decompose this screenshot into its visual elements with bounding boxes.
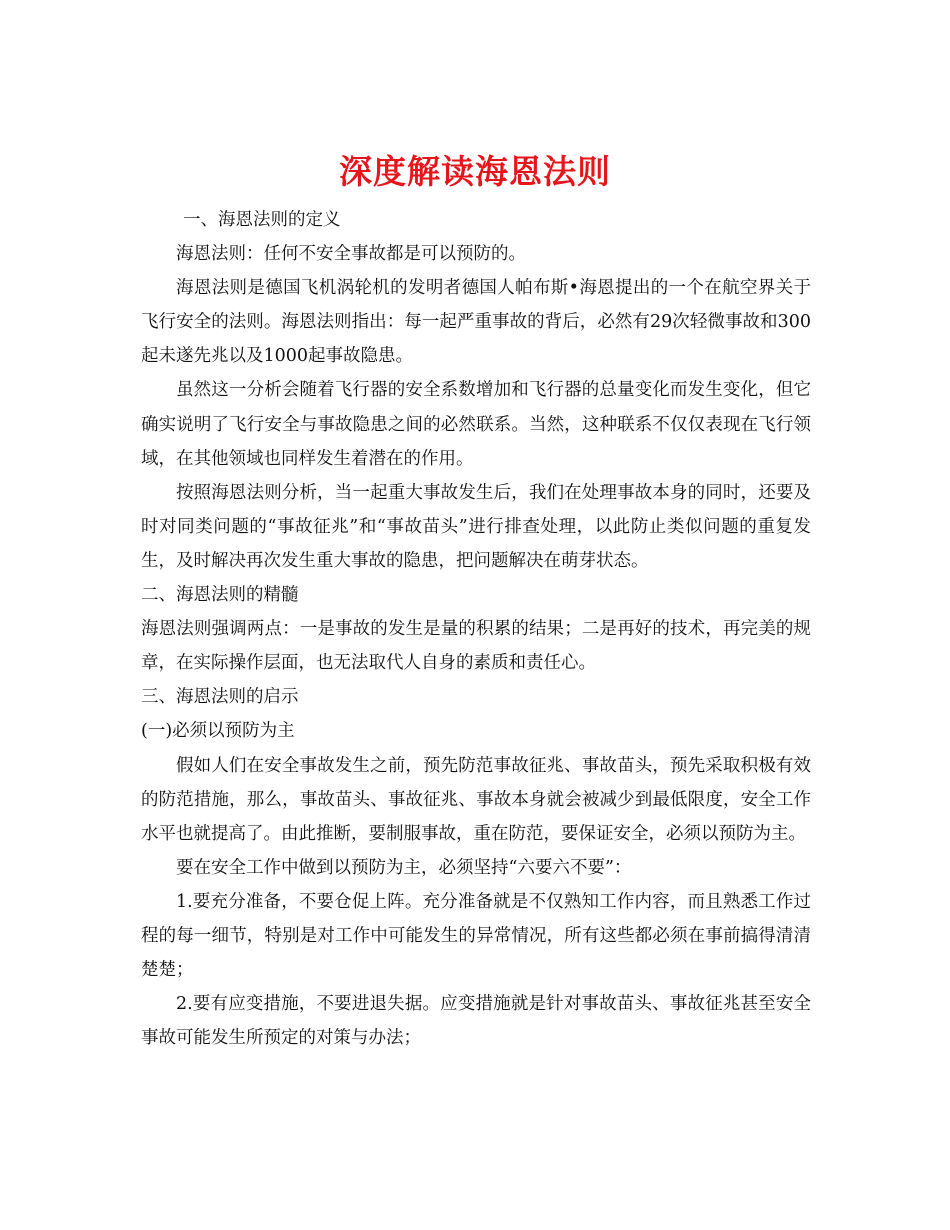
paragraph: 海恩法则强调两点：一是事故的发生是量的积累的结果；二是再好的技术，再完美的规章，在实际操作层面，也无法取代人自身的素质和责任心。 [141,619,811,674]
section-heading-3: 三、海恩法则的启示 [141,687,299,708]
list-item: 2.要有应变措施，不要进退失据。应变措施就是针对事故苗头、事故征兆甚至安全事故可能发生所预定的对策与办法； [141,994,811,1049]
section-heading-2: 二、海恩法则的精髓 [141,585,299,606]
paragraph: 虽然这一分析会随着飞行器的安全系数增加和飞行器的总量变化而发生变化，但它确实说明了飞行安全与事故隐患之间的必然联系。当然，这种联系不仅仅表现在飞行领域，在其他领域也同样发生着潜在的作用。 [141,380,811,469]
document-title: 深度解读海恩法则 [339,152,611,192]
paragraph: 要在安全工作中做到以预防为主，必须坚持“六要六不要”： [176,857,632,878]
subsection-heading: (一)必须以预防为主 [141,721,295,742]
section-heading-1: 一、海恩法则的定义 [183,210,341,230]
paragraph: 按照海恩法则分析，当一起重大事故发生后，我们在处理事故本身的同时，还要及时对同类问题的“事故征兆”和“事故苗头”进行排查处理，以此防止类似问题的重复发生，及时解决再次发生重大事故的隐患，把问题解决在萌芽状态。 [141,482,811,571]
document-body [141,203,811,1055]
paragraph: 假如人们在安全事故发生之前，预先防范事故征兆、事故苗头，预先采取积极有效的防范措施，那么，事故苗头、事故征兆、事故本身就会被减少到最低限度，安全工作水平也就提高了。由此推断，要制服事故，重在防范，要保证安全，必须以预防为主。 [141,755,811,844]
paragraph: 海恩法则是德国飞机涡轮机的发明者德国人帕布斯•海恩提出的一个在航空界关于飞行安全的法则。海恩法则指出：每一起严重事故的背后，必然有29次轻微事故和300起未遂先兆以及1000起事故隐患。 [141,278,811,367]
paragraph: 海恩法则：任何不安全事故都是可以预防的。 [176,244,526,265]
list-item: 1.要充分准备，不要仓促上阵。充分准备就是不仅熟知工作内容，而且熟悉工作过程的每一细节，特别是对工作中可能发生的异常情况，所有这些都必须在事前搞得清清楚楚； [141,891,811,981]
